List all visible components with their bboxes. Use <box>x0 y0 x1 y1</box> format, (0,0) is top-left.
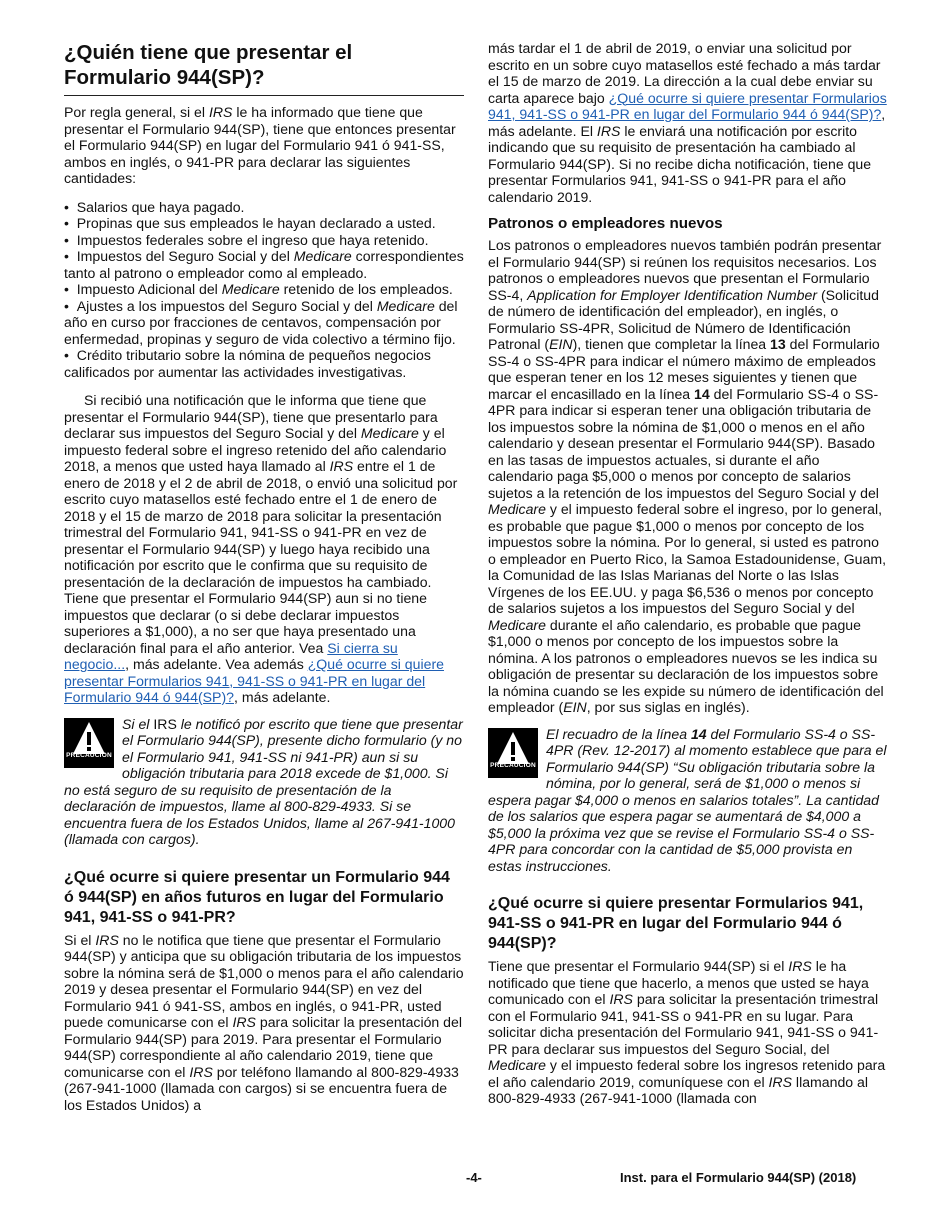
list-item: • Crédito tributario sobre la nómina de pequeños negocios calificados por aumentar las actividades investigativas. <box>64 347 464 380</box>
new-employers-paragraph: Los patronos o empleadores nuevos también podrán presentar el Formulario 944(SP) si reúnen los requisitos necesarios. Los patronos o empleadores nuevos que presentan el Formulario SS-4, Application for Employer Identification Number (Solicitud de número de identificación del empleador), en inglés, o Formulario SS-4PR, Solicitud de Número de Identificación Patronal (EIN), tienen que completar la línea 13 del Formulario SS-4 o SS-4PR para indicar el número máximo de empleados que esperan tener en los 12 meses siguientes y tienen que marcar el encasillado en la línea 14 del Formulario SS-4 o SS-4PR para indicar si esperan tener una obligación tributaria de los impuestos sobre la nómina de $1,000 o menos en el año calendario y desean presentar el Formulario 944(SP). Basado en las tasas de impuestos actuales, si durante el año calendario paga $5,000 o menos por concepto de salarios sujetos a la retención de los impuestos del Seguro Social y del Medicare y el impuesto federal sobre el ingreso, por lo general, es probable que pague $1,000 o menos por concepto de los impuestos sobre la nómina. Por lo general, si usted es patrono o empleador en Puerto Rico, la Samoa Estadounidense, Guam, la Comunidad de las Islas Marianas del Norte o las Islas Vírgenes de los EE.UU. y paga $6,536 o menos por concepto de salarios sujetos a los impuestos del Seguro Social y del Medicare durante el año calendario, es probable que pague $1,000 o menos por concepto de los impuestos sobre la nómina. A los patronos o empleadores nuevos se les indica su obligación de presentar su declaración de los impuestos sobre la nómina cuando se les expide su número de identificación del empleador (EIN, por sus siglas en inglés). <box>488 237 886 715</box>
file-941-heading: ¿Qué ocurre si quiere presentar Formularios 941, 941-SS o 941-PR en lugar del Formulario 944 ó 944(SP)? <box>488 895 864 952</box>
file-941-instead-link[interactable]: ¿Qué ocurre si quiere presentar Formularios 941, 941-SS o 941-PR en lugar del Formulario 944 ó 944(SP)? <box>488 89 887 122</box>
list-item: • Salarios que haya pagado. <box>64 199 464 216</box>
business-closing-link[interactable]: Si cierra su negocio... <box>64 639 398 672</box>
page-number: -4- <box>466 1170 482 1185</box>
list-item: • Impuesto Adicional del Medicare retenido de los empleados. <box>64 281 464 298</box>
caution-note: PRECAUCION El recuadro de la línea 14 del Formulario SS-4 o SS-4PR (Rev. 12-2017) al momento establece que para el Formulario 944(SP) “Su obligación tributaria sobre la nómina, por lo general, será de $1,000 o menos si espera pagar $4,000 o menos en salarios totales”. La cantidad de los salarios que espera pagar se aumentará de $4,000 a $5,000 la próxima vez que se revise el Formulario SS-4 o SS-4PR para concordar con la cantidad de $5,000 provista en estas instrucciones. <box>488 725 887 874</box>
list-item: • Propinas que sus empleados le hayan declarado a usted. <box>64 215 464 232</box>
footer-title: Inst. para el Formulario 944(SP) (2018) <box>620 1170 857 1185</box>
notification-paragraph: Si recibió una notificación que le informa que tiene que presentar el Formulario 944(SP), tiene que presentarlo para declarar sus impuestos del Seguro Social y del Medicare y el impuesto federal sobre el ingreso retenido del año calendario 2018, a menos que usted haya llamado al IRS entre el 1 de enero de 2018 y el 2 de abril de 2018, o envió una solicitud por escrito cuyo matasellos esté fechado entre el 1 de enero de 2018 y el 15 de marzo de 2018 para solicitar la presentación trimestral del Formulario 941, 941-SS o 941-PR en vez de presentar el Formulario 944(SP) y luego haya recibido una notificación por escrito que le confirma que su requisito de presentación de la declaración de impuestos ha cambiado. Tiene que presentar el Formulario 944(SP) aun si no tiene impuestos que declarar (o si debe declarar impuestos superiores a $1,000), a no ser que haya presentado una declaración final para el año anterior. Vea Si cierra su negocio..., más adelante. Vea además ¿Qué ocurre si quiere presentar Formularios 941, 941-SS o 941-PR en lugar del Formulario 944 ó 944(SP)?, más adelante. <box>64 392 458 705</box>
left-column <box>64 40 464 1113</box>
amounts-list <box>64 199 464 381</box>
caution-icon: PRECAUCION <box>488 728 538 778</box>
list-item: • Ajustes a los impuestos del Seguro Social y del Medicare del año en curso por fracciones de centavos, compensación por enfermedad, propinas y seguro de vida colectivo a término fijo. <box>64 298 464 348</box>
new-employers-heading: Patronos o empleadores nuevos <box>488 215 723 232</box>
right-column <box>488 40 888 1107</box>
continued-paragraph: más tardar el 1 de abril de 2019, o enviar una solicitud por escrito en un sobre cuyo matasellos esté fechado a más tardar el 15 de marzo de 2019. La dirección a la cual debe enviar su carta aparece bajo ¿Qué ocurre si quiere presentar Formularios 941, 941-SS o 941-PR en lugar del Formulario 944 ó 944(SP)?, más adelante. El IRS le enviará una notificación por escrito indicando que su requisito de presentación ha cambiado al Formulario 944(SP). Si no recibe dicha notificación, tiene que presentar Formularios 941, 941-SS o 941-PR para el año calendario 2019. <box>488 40 887 205</box>
caution-icon: PRECAUCION <box>64 718 114 768</box>
future-years-heading: ¿Qué ocurre si quiere presentar un Formulario 944 ó 944(SP) en años futuros en lugar del Formulario 941, 941-SS o 941-PR? <box>64 868 450 926</box>
list-item: • Impuestos federales sobre el ingreso que haya retenido. <box>64 232 464 249</box>
caution-note: PRECAUCION Si el IRS le notificó por escrito que tiene que presentar el Formulario 944(SP), presente dicho formulario (y no el Formulario 941, 941-SS ni 941-PR) aun si su obligación tributaria para 2018 excede de $1,000. Si no está seguro de su requisito de presentación de la declaración de impuestos, llame al 800-829-4933. Si se encuentra fuera de los Estados Unidos, llame al 267-941-1000 (llamada con cargos). <box>64 715 463 847</box>
section-title: ¿Quién tiene que presentar el Formulario 944(SP)? <box>64 40 464 96</box>
file-941-instead-link[interactable]: ¿Qué ocurre si quiere presentar Formularios 941, 941-SS o 941-PR en lugar del Formulario 944 ó 944(SP)? <box>64 656 444 705</box>
file-941-paragraph: Tiene que presentar el Formulario 944(SP) si el IRS le ha notificado que tiene que hacerlo, a menos que usted se haya comunicado con el IRS para solicitar la presentación trimestral con el Formulario 941, 941-SS o 941-PR en su lugar. Para solicitar dicha presentación del Formulario 941, 941-SS o 941-PR para declarar sus impuestos del Seguro Social, del Medicare y el impuesto federal sobre los ingresos retenido para el año calendario 2019, comuníquese con el IRS llamando al 800-829-4933 (267-941-1000 (llamada con <box>488 958 886 1106</box>
intro-paragraph: Por regla general, si el IRS le ha informado que tiene que presentar el Formulario 944(SP), tiene que entonces presentar el Formulario 944(SP) en lugar del Formulario 941 ó 941-SS, ambos en inglés, o 941-PR para declarar las siguientes cantidades: <box>64 104 456 186</box>
list-item: • Impuestos del Seguro Social y del Medicare correspondientes tanto al patrono o empleador como al empleado. <box>64 248 464 281</box>
future-years-paragraph: Si el IRS no le notifica que tiene que presentar el Formulario 944(SP) y anticipa que su obligación tributaria de los impuestos sobre la nómina será de $1,000 o menos para el año calendario 2019 y desea presentar el Formulario 944(SP) en vez del Formulario 941 ó 941-SS, ambos en inglés, o 941-PR, usted puede comunicarse con el IRS para solicitar la presentación del Formulario 944(SP) para 2019. Para presentar el Formulario 944(SP) correspondiente al año calendario 2019, tiene que comunicarse con el IRS por teléfono llamando al 800-829-4933 (267-941-1000 (llamada con cargos) si se encuentra fuera de los Estados Unidos) a <box>64 931 464 1113</box>
